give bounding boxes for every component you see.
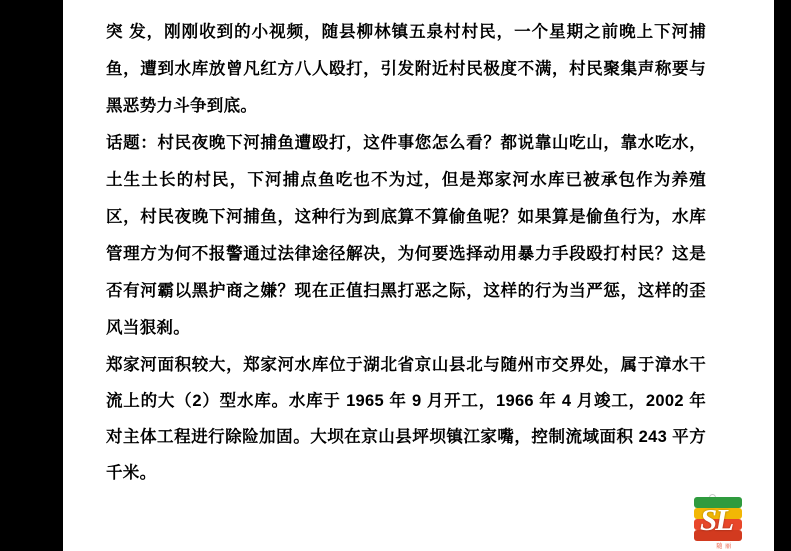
paragraph-1: 突 发，刚刚收到的小视频，随县柳林镇五泉村村民，一个星期之前晚上下河捕鱼，遭到水库放曾凡红方八人殴打，引发附近村民极度不满，村民聚集声称要与黑恶势力斗争到底。 xyxy=(106,23,706,115)
document-text-body xyxy=(106,14,706,491)
paragraph-2: 话题：村民夜晚下河捕鱼遭殴打，这件事您怎么看？都说靠山吃山，靠水吃水，土生土长的村民，下河捕点鱼吃也不为过，但是郑家河水库已被承包作为养殖区，村民夜晚下河捕鱼，这种行为到底算不算偷鱼呢？如果算是偷鱼行为，水库管理方为何不报警通过法律途径解决，为何要选择动用暴力手段殴打村民？这是否有河霸以黑护商之嫌？现在正值扫黑打恶之际，这样的行为当严惩，这样的歪风当狠刹。 xyxy=(106,134,706,337)
page-left-margin xyxy=(0,0,63,551)
watermark-caption: 随 丽 xyxy=(716,544,732,550)
document-page xyxy=(63,0,774,551)
watermark-letters: SL xyxy=(700,502,733,537)
page-right-margin xyxy=(774,0,791,551)
paragraph-3: 郑家河面积较大，郑家河水库位于湖北省京山县北与随州市交界处，属于漳水干流上的大（2）型水库。水库于 1965 年 9 月开工，1966 年 4 月竣工，2002 年对主体工程进行除险加固。大坝在京山县坪坝镇江家嘴，控制流域面积 243 平方千米。 xyxy=(106,356,706,482)
watermark-logo xyxy=(694,497,754,550)
